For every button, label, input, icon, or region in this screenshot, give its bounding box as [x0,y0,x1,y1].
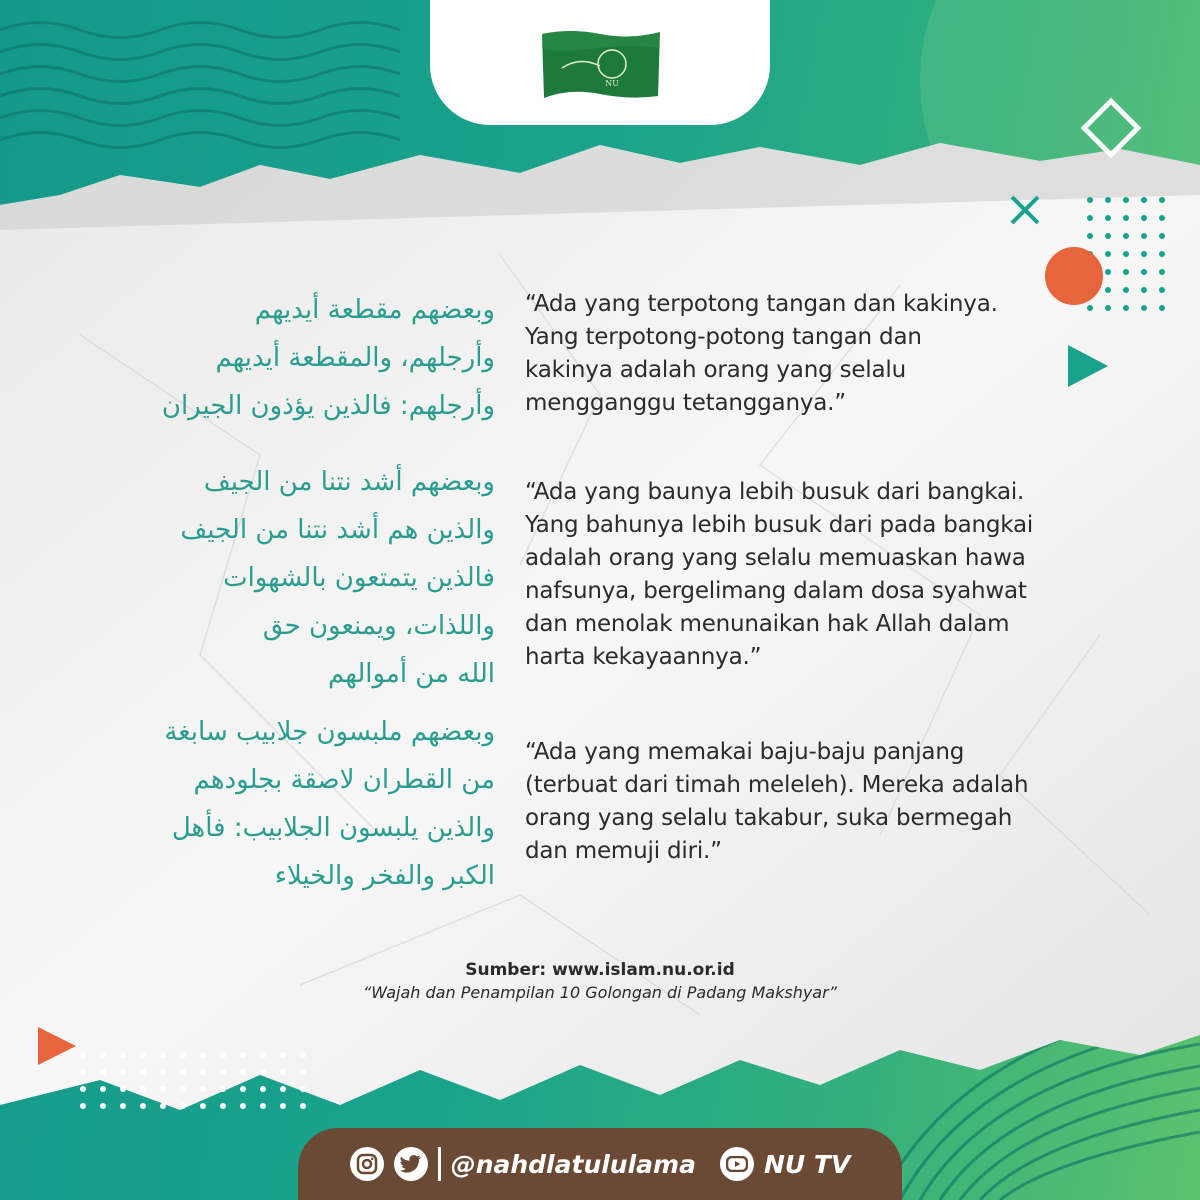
arabic-line: وأرجلهم: فالذين يؤذون الجيران [161,391,495,421]
diamond-icon [1078,95,1144,161]
translation-block-1 [525,288,1125,420]
social-handle[interactable]: @nahdlatululama [450,1149,696,1179]
source-citation [300,958,900,1004]
nu-tv-label[interactable]: NU TV [763,1149,851,1179]
orange-triangle [36,1025,78,1067]
arabic-line: الله من أموالهم [328,659,495,689]
flag-logo-text: NU [605,79,619,88]
arabic-block-3 [120,708,495,900]
translation-line: Yang terpotong-potong tangan dan [525,324,922,350]
arabic-line: والذين يلبسون الجلابيب: فأهل [171,813,495,843]
arabic-line: وأرجلهم، والمقطعة أيديهم [215,343,495,373]
footer-bar [298,1128,902,1200]
translation-line: (terbuat dari timah meleleh). Mereka adalah [525,772,1029,798]
translation-block-2 [525,476,1125,674]
translation-block-3 [525,736,1125,868]
arabic-line: وبعضهم مقطعة أيديهم [254,295,495,325]
source-label: Sumber: www.islam.nu.or.id [465,960,735,980]
translation-line: nafsunya, bergelimang dalam dosa syahwat [525,578,1027,604]
translation-line: “Ada yang memakai baju-baju panjang [525,739,965,765]
arabic-block-2 [120,458,495,698]
translation-line: “Ada yang terpotong tangan dan kakinya. [525,291,998,317]
translation-line: kakinya adalah orang yang selalu [525,357,906,383]
dots-pattern-left [78,1050,323,1112]
arabic-block-1 [120,286,495,430]
close-x-icon [1008,193,1042,227]
source-title: “Wajah dan Penampilan 10 Golongan di Padang Makshyar” [363,983,837,1002]
translation-line: dan menolak menunaikan hak Allah dalam [525,611,1010,637]
footer-divider [438,1147,441,1181]
arabic-line: والذين هم أشد نتنا من الجيف [180,515,495,545]
translation-line: orang yang selalu takabur, suka bermegah [525,805,1013,831]
translation-line: harta kekayaannya.” [525,644,762,670]
arabic-line: واللذات، ويمنعون حق [262,611,495,641]
twitter-icon[interactable] [394,1147,428,1181]
translation-line: “Ada yang baunya lebih busuk dari bangkai. [525,479,1025,505]
nu-flag-logo [540,28,662,100]
arabic-line: الكبر والفخر والخيلاء [274,861,495,891]
translation-line: Yang bahunya lebih busuk dari pada bangkai [525,512,1034,538]
translation-line: dan memuji diri.” [525,838,722,864]
arabic-line: وبعضهم أشد نتنا من الجيف [203,467,495,497]
translation-line: adalah orang yang selalu memuaskan hawa [525,545,1026,571]
arabic-line: وبعضهم ملبسون جلابيب سابغة [164,717,495,747]
instagram-icon[interactable] [350,1147,384,1181]
arabic-line: فالذين يتمتعون بالشهوات [223,563,495,593]
arabic-line: من القطران لاصقة بجلودهم [193,765,495,795]
translation-line: mengganggu tetangganya.” [525,390,846,416]
youtube-icon[interactable] [720,1147,754,1181]
